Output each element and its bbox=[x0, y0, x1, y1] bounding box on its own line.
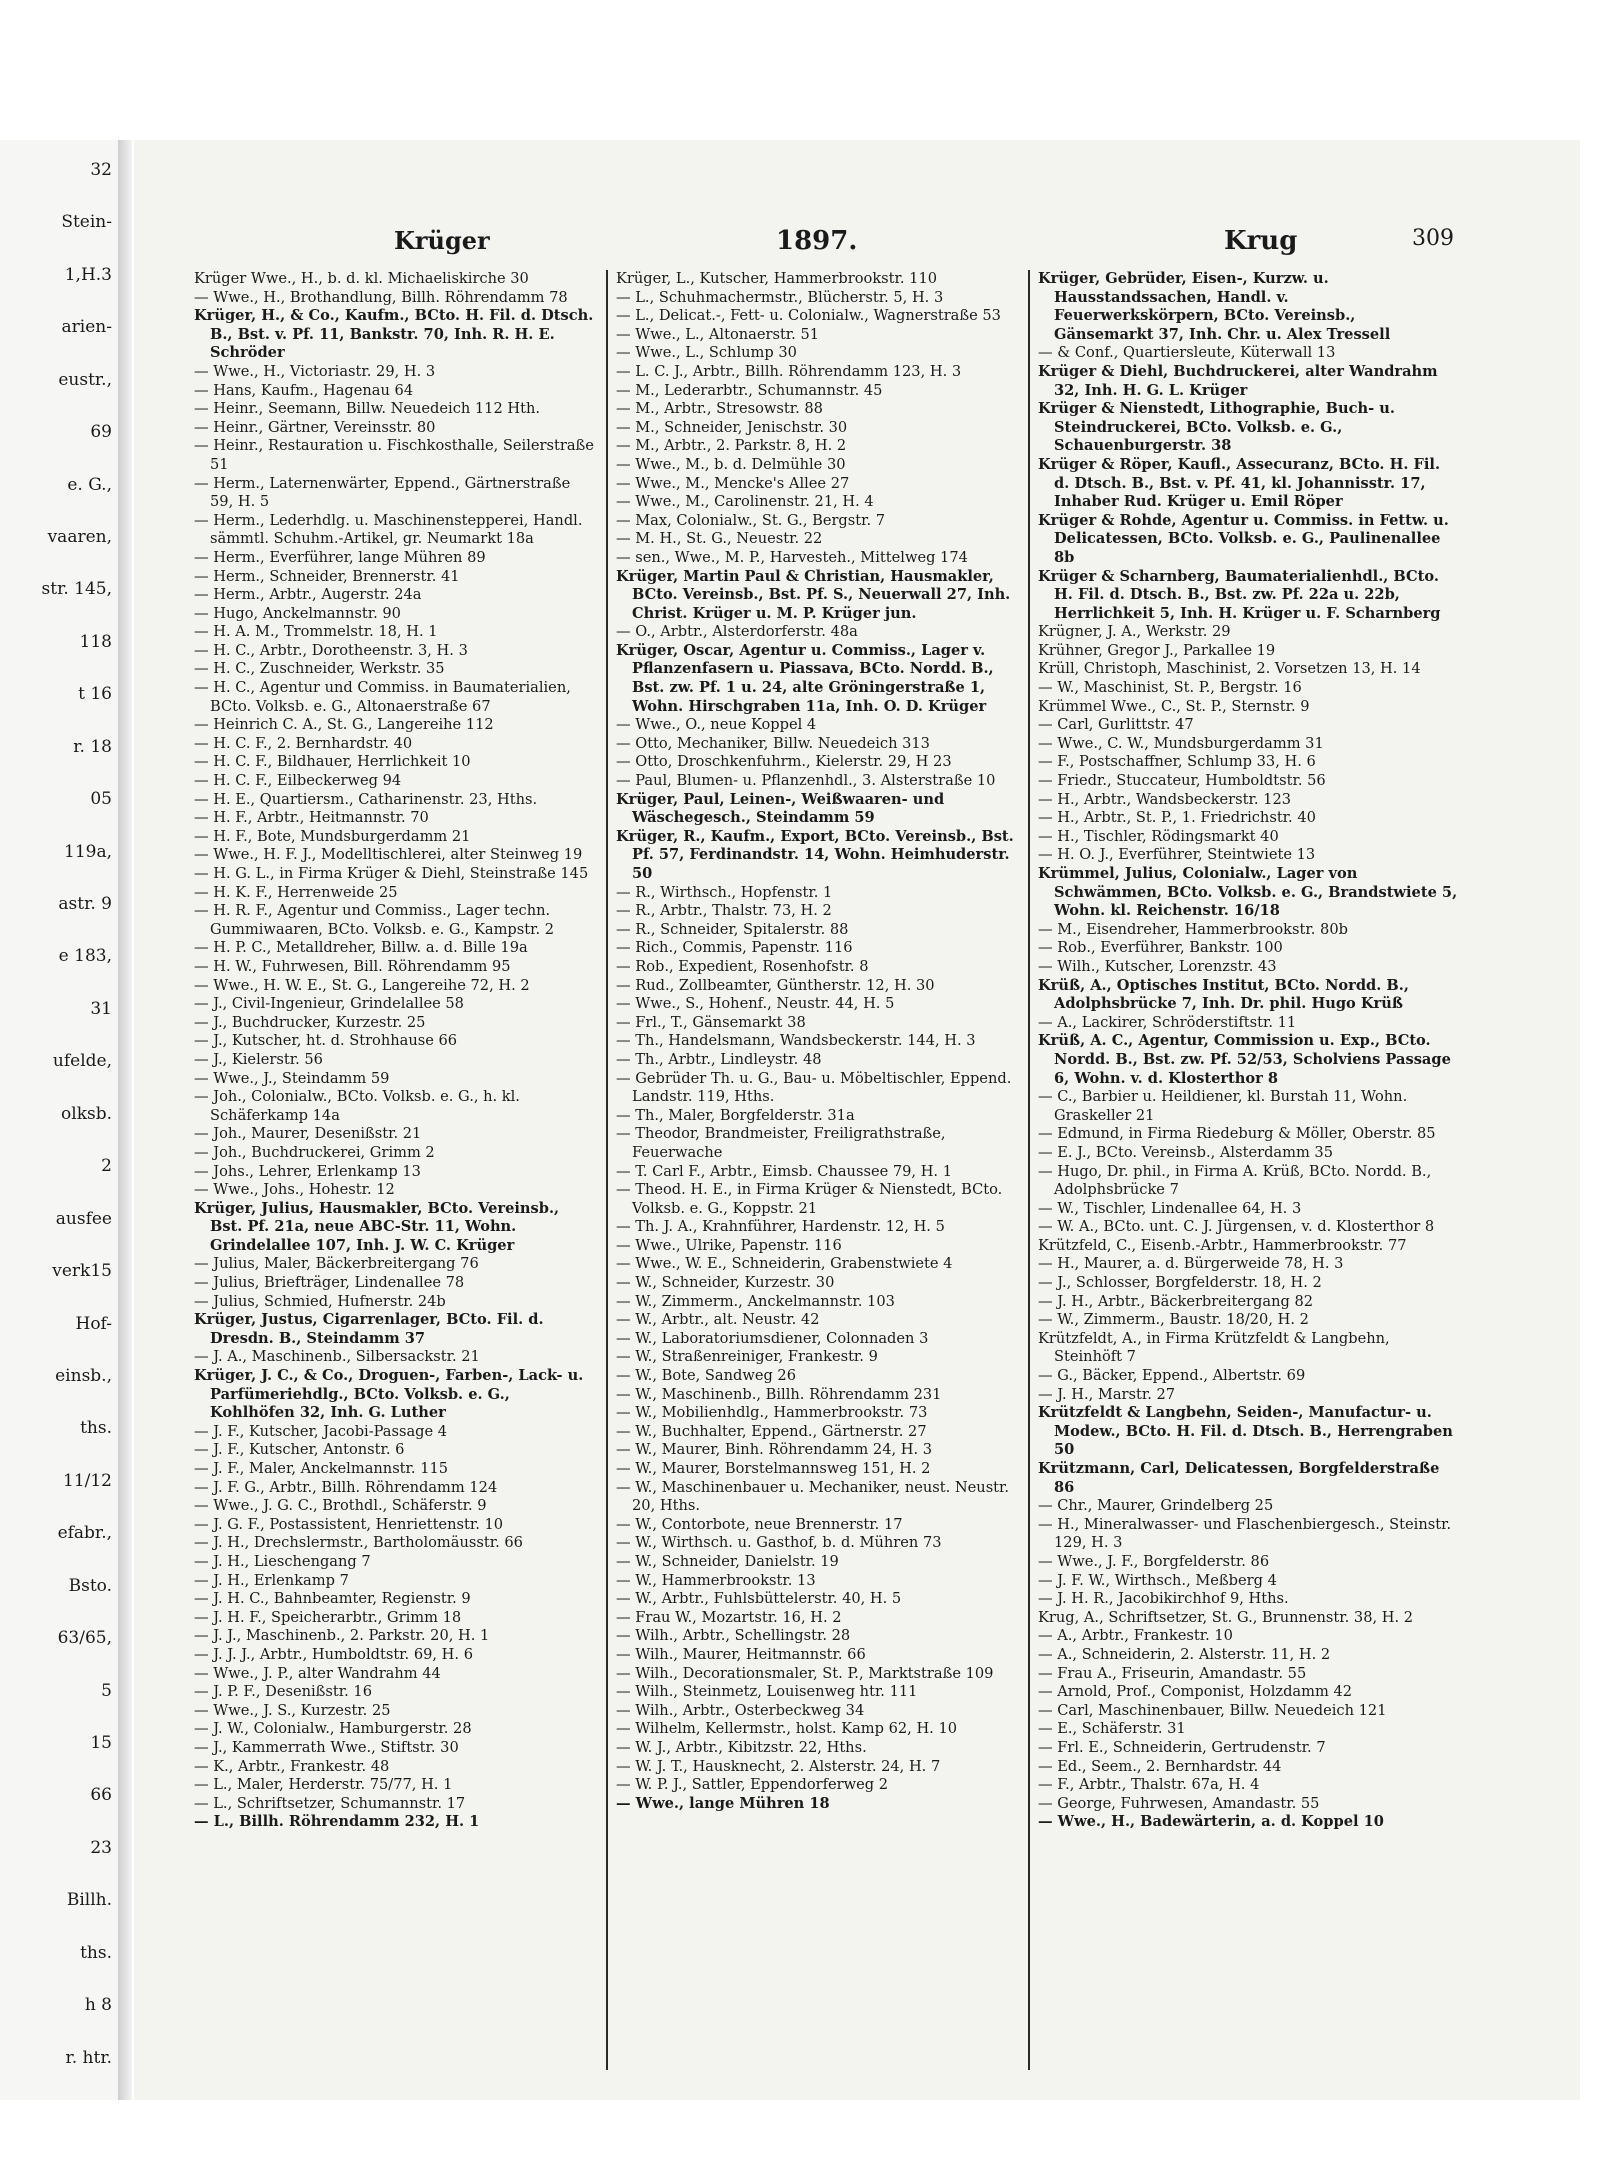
directory-entry: — R., Schneider, Spitalerstr. 88 bbox=[616, 920, 849, 938]
directory-entry: — Heinrich C. A., St. G., Langereihe 112 bbox=[194, 716, 494, 734]
previous-page-fragment: verk15 bbox=[52, 1261, 112, 1282]
directory-entry: — Wwe., J. S., Kurzestr. 25 bbox=[194, 1701, 391, 1719]
directory-entry: — L., Delicat.-, Fett- u. Colonialw., Wagnerstraße 53 bbox=[616, 307, 1001, 325]
header-left-keyword: Krüger bbox=[394, 226, 490, 255]
directory-entry: — K., Arbtr., Frankestr. 48 bbox=[194, 1757, 390, 1775]
directory-entry: — Heinr., Restauration u. Fischkosthalle, Seilerstraße 51 bbox=[194, 437, 594, 473]
directory-page bbox=[134, 140, 1580, 2100]
directory-entry: — J. H., Lieschengang 7 bbox=[194, 1552, 371, 1570]
directory-entry: — W., Arbtr., Fuhlsbüttelerstr. 40, H. 5 bbox=[616, 1590, 902, 1608]
directory-entry: — Herm., Everführer, lange Mühren 89 bbox=[194, 548, 486, 566]
directory-entry: — Frau W., Mozartstr. 16, H. 2 bbox=[616, 1608, 842, 1626]
directory-entry: — W., Maschinist, St. P., Bergstr. 16 bbox=[1038, 679, 1302, 697]
directory-entry: — J. G. F., Postassistent, Henriettenstr. 10 bbox=[194, 1515, 504, 1533]
directory-entry: Krützmann, Carl, Delicatessen, Borgfelderstraße 86 bbox=[1038, 1460, 1440, 1496]
previous-page-fragment: str. 145, bbox=[41, 579, 112, 600]
directory-entry: — W., Schneider, Danielstr. 19 bbox=[616, 1552, 839, 1570]
column-2 bbox=[616, 270, 1016, 2080]
directory-entry: — W., Maurer, Borstelmannsweg 151, H. 2 bbox=[616, 1460, 931, 1477]
directory-entry: — W., Mobilienhdlg., Hammerbrookstr. 73 bbox=[616, 1404, 928, 1422]
previous-page-fragment: 119a, bbox=[64, 841, 112, 862]
directory-entry: — Herm., Lederhdlg. u. Maschinenstepperei, Handl. sämmtl. Schuhm.-Artikel, gr. Neumarkt 18a bbox=[194, 511, 583, 548]
directory-entry: — Wilh., Steinmetz, Louisenweg htr. 111 bbox=[616, 1683, 918, 1701]
directory-entry: — E., Schäferstr. 31 bbox=[1038, 1720, 1186, 1738]
directory-entry: — H. G. L., in Firma Krüger & Diehl, Steinstraße 145 bbox=[194, 865, 589, 882]
directory-entry: Krützfeldt & Langbehn, Seiden-, Manufactur- u. Modew., BCto. H. Fil. d. Dtsch. B., Herrengraben 50 bbox=[1038, 1404, 1453, 1459]
directory-entry: — Wwe., M., b. d. Delmühle 30 bbox=[616, 455, 846, 473]
directory-entry: — C., Barbier u. Heildiener, kl. Burstah 11, Wohn. Graskeller 21 bbox=[1038, 1088, 1408, 1124]
directory-entry: — Wwe., H., Victoriastr. 29, H. 3 bbox=[194, 362, 436, 380]
directory-entry: — H., Arbtr., Wandsbeckerstr. 123 bbox=[1038, 790, 1292, 808]
directory-entry: — H., Maurer, a. d. Bürgerweide 78, H. 3 bbox=[1038, 1255, 1344, 1273]
previous-page-fragment: 31 bbox=[90, 998, 112, 1019]
directory-entry: — W. J., Arbtr., Kibitzstr. 22, Hths. bbox=[616, 1738, 867, 1756]
directory-entry: — W. A., BCto. unt. C. J. Jürgensen, v. d. Klosterthor 8 bbox=[1038, 1218, 1435, 1236]
directory-entry: — Wwe., M., Carolinenstr. 21, H. 4 bbox=[616, 493, 874, 511]
directory-entry: — Wwe., H., Brothandlung, Billh. Röhrendamm 78 bbox=[194, 288, 568, 306]
directory-entry: — M., Arbtr., Stresowstr. 88 bbox=[616, 400, 823, 418]
directory-entry: — Joh., Colonialw., BCto. Volksb. e. G., h. kl. Schäferkamp 14a bbox=[194, 1088, 520, 1124]
directory-entry: — H. F., Bote, Mundsburgerdamm 21 bbox=[194, 827, 471, 845]
directory-entry: Krüß, A., Optisches Institut, BCto. Nordd. B., Adolphsbrücke 7, Inh. Dr. phil. Hugo Krüß bbox=[1038, 976, 1409, 1013]
previous-page-fragment: 1,H.3 bbox=[64, 264, 112, 285]
previous-page-fragment: Bsto. bbox=[68, 1575, 112, 1596]
running-head bbox=[134, 226, 1580, 266]
directory-entry: — J. H., Drechslermstr., Bartholomäusstr. 66 bbox=[194, 1534, 523, 1552]
directory-entry: — W., Maurer, Binh. Röhrendamm 24, H. 3 bbox=[616, 1441, 933, 1459]
directory-entry: — W., Arbtr., alt. Neustr. 42 bbox=[616, 1311, 820, 1329]
directory-entry: Krüger, Gebrüder, Eisen-, Kurzw. u. Hausstandssachen, Handl. v. Feuerwerkskörpern, BCto. Vereinsb., Gänsemarkt 37, Inh. Chr. u. Alex Tressell bbox=[1038, 270, 1391, 343]
directory-entry: — J., Buchdrucker, Kurzestr. 25 bbox=[194, 1013, 426, 1031]
directory-entry: — Rud., Zollbeamter, Güntherstr. 12, H. 30 bbox=[616, 976, 935, 994]
previous-page-fragment: e. G., bbox=[67, 474, 112, 495]
directory-entry: — R., Wirthsch., Hopfenstr. 1 bbox=[616, 883, 833, 901]
previous-page-fragment: 11/12 bbox=[63, 1470, 112, 1491]
directory-entry: — Rob., Expedient, Rosenhofstr. 8 bbox=[616, 957, 869, 975]
directory-entry: — Heinr., Seemann, Billw. Neuedeich 112 Hth. bbox=[194, 400, 541, 418]
directory-entry: — Wwe., J. F., Borgfelderstr. 86 bbox=[1038, 1552, 1270, 1570]
directory-entry: — George, Fuhrwesen, Amandastr. 55 bbox=[1038, 1794, 1320, 1812]
directory-entry: — H. C., Arbtr., Dorotheenstr. 3, H. 3 bbox=[194, 641, 468, 659]
column-rule-1 bbox=[606, 270, 608, 2070]
directory-entry: — M., Eisendreher, Hammerbrookstr. 80b bbox=[1038, 920, 1348, 938]
directory-entry: Krüger, H., & Co., Kaufm., BCto. H. Fil. d. Dtsch. B., Bst. v. Pf. 11, Bankstr. 70, Inh. R. H. E. Schröder bbox=[194, 307, 594, 362]
directory-entry: — Th., Maler, Borgfelderstr. 31a bbox=[616, 1106, 855, 1124]
directory-entry: — H. E., Quartiersm., Catharinenstr. 23, Hths. bbox=[194, 790, 538, 808]
directory-entry: Krüger, Oscar, Agentur u. Commiss., Lager v. Pflanzenfasern u. Piassava, BCto. Nordd. B., Bst. zw. Pf. 1 u. 24, alte Gröningerstraße 1, Wohn. Hirschgraben 11a, Inh. O. D. Krüger bbox=[616, 641, 994, 715]
directory-entry: — E. J., BCto. Vereinsb., Alsterdamm 35 bbox=[1038, 1143, 1333, 1161]
directory-entry: — Wwe., Johs., Hohestr. 12 bbox=[194, 1181, 395, 1199]
directory-entry: — A., Schneiderin, 2. Alsterstr. 11, H. 2 bbox=[1038, 1645, 1331, 1663]
directory-entry: Krüll, Christoph, Maschinist, 2. Vorsetzen 13, H. 14 bbox=[1038, 660, 1421, 678]
directory-entry: — Theod. H. E., in Firma Krüger & Nienstedt, BCto. Volksb. e. G., Koppstr. 21 bbox=[616, 1181, 1003, 1217]
header-right-keyword: Krug bbox=[1224, 226, 1298, 256]
directory-entry: — Wwe., Ulrike, Papenstr. 116 bbox=[616, 1236, 842, 1254]
book-gutter bbox=[118, 140, 132, 2100]
directory-entry: Krümmel, Julius, Colonialw., Lager von Schwämmen, BCto. Volksb. e. G., Brandstwiete 5, Wohn. kl. Reichenstr. 16/18 bbox=[1038, 865, 1458, 920]
directory-entry: — R., Arbtr., Thalstr. 73, H. 2 bbox=[616, 902, 832, 920]
directory-entry: — Paul, Blumen- u. Pflanzenhdl., 3. Alsterstraße 10 bbox=[616, 772, 996, 790]
directory-entry: — Wwe., L., Altonaerstr. 51 bbox=[616, 325, 820, 343]
directory-entry: Krüger & Diehl, Buchdruckerei, alter Wandrahm 32, Inh. H. G. L. Krüger bbox=[1038, 362, 1438, 399]
directory-entry: Krug, A., Schriftsetzer, St. G., Brunnenstr. 38, H. 2 bbox=[1038, 1608, 1414, 1626]
previous-page-fragment: eustr., bbox=[58, 369, 112, 390]
directory-entry: — J., Kammerrath Wwe., Stiftstr. 30 bbox=[194, 1738, 459, 1756]
directory-entry: — M., Lederarbtr., Schumannstr. 45 bbox=[616, 381, 883, 399]
directory-entry: — Wwe., C. W., Mundsburgerdamm 31 bbox=[1038, 734, 1324, 752]
directory-entry: Krützfeld, C., Eisenb.-Arbtr., Hammerbrookstr. 77 bbox=[1038, 1236, 1407, 1254]
directory-entry: — Th., Arbtr., Lindleystr. 48 bbox=[616, 1050, 822, 1068]
directory-entry: — Herm., Laternenwärter, Eppend., Gärtnerstraße 59, H. 5 bbox=[194, 474, 571, 511]
directory-entry: — Wilh., Decorationsmaler, St. P., Marktstraße 109 bbox=[616, 1664, 994, 1682]
directory-entry: — J. F., Kutscher, Jacobi-Passage 4 bbox=[194, 1422, 448, 1440]
previous-page-fragment: einsb., bbox=[55, 1365, 112, 1386]
previous-page-fragment: 23 bbox=[90, 1837, 112, 1858]
directory-entry: — Wwe., J. P., alter Wandrahm 44 bbox=[194, 1664, 441, 1682]
directory-entry: — Wwe., J. G. C., Brothdl., Schäferstr. 9 bbox=[194, 1497, 487, 1515]
directory-entry: — H. C. F., Bildhauer, Herrlichkeit 10 bbox=[194, 753, 471, 771]
directory-entry: — W., Bote, Sandweg 26 bbox=[616, 1367, 797, 1385]
directory-entry: — H. F., Arbtr., Heitmannstr. 70 bbox=[194, 809, 429, 827]
previous-page-fragment: Billh. bbox=[66, 1890, 112, 1911]
previous-page-fragment: 32 bbox=[90, 160, 112, 180]
directory-entry: — H., Arbtr., St. P., 1. Friedrichstr. 40 bbox=[1038, 809, 1316, 827]
directory-entry: — H. K. F., Herrenweide 25 bbox=[194, 883, 398, 901]
directory-entry: — J., Kutscher, ht. d. Strohhause 66 bbox=[194, 1032, 458, 1050]
directory-entry: — W., Tischler, Lindenallee 64, H. 3 bbox=[1038, 1199, 1302, 1217]
previous-page-fragment: Hof- bbox=[75, 1313, 112, 1334]
directory-entry: — Edmund, in Firma Riedeburg & Möller, Oberstr. 85 bbox=[1038, 1125, 1436, 1143]
directory-entry: — Frau A., Friseurin, Amandastr. 55 bbox=[1038, 1664, 1307, 1682]
directory-entry: — Frl., T., Gänsemarkt 38 bbox=[616, 1013, 806, 1031]
directory-entry: — A., Lackirer, Schröderstiftstr. 11 bbox=[1038, 1013, 1297, 1031]
directory-entry: Krüger & Rohde, Agentur u. Commiss. in Fettw. u. Delicatessen, BCto. Volksb. e. G., Paulinenallee 8b bbox=[1038, 511, 1449, 566]
directory-entry: — Carl, Maschinenbauer, Billw. Neuedeich 121 bbox=[1038, 1701, 1387, 1719]
directory-entry: — W., Buchhalter, Eppend., Gärtnerstr. 27 bbox=[616, 1422, 927, 1440]
directory-entry: — W., Straßenreiniger, Frankestr. 9 bbox=[616, 1348, 878, 1366]
directory-entry: — Max, Colonialw., St. G., Bergstr. 7 bbox=[616, 511, 886, 529]
previous-page-edge bbox=[0, 140, 120, 2100]
previous-page-fragment: 118 bbox=[79, 631, 112, 652]
directory-entry: — J. P. F., Desenißstr. 16 bbox=[194, 1683, 372, 1701]
directory-entry: — W., Wirthsch. u. Gasthof, b. d. Mühren 73 bbox=[616, 1534, 942, 1552]
previous-page-fragment: 2 bbox=[101, 1156, 112, 1177]
previous-page-fragment: 63/65, bbox=[57, 1628, 112, 1649]
column-1 bbox=[194, 270, 594, 2080]
directory-entry: Krügner, J. A., Werkstr. 29 bbox=[1038, 623, 1231, 641]
directory-entry: Krüger, Martin Paul & Christian, Hausmakler, BCto. Vereinsb., Bst. Pf. S., Neuerwall 27, Inh. Christ. Krüger u. M. P. Krüger jun. bbox=[616, 567, 1011, 622]
previous-page-fragment: r. htr. bbox=[65, 2047, 112, 2068]
directory-entry: — A., Arbtr., Frankestr. 10 bbox=[1038, 1627, 1233, 1645]
previous-page-fragment: 69 bbox=[90, 422, 112, 443]
directory-entry: — J. J. J., Arbtr., Humboldtstr. 69, H. 6 bbox=[194, 1645, 473, 1663]
directory-entry: — W., Zimmerm., Anckelmannstr. 103 bbox=[616, 1292, 895, 1310]
directory-entry: Krüger, Paul, Leinen-, Weißwaaren- und Wäschegesch., Steindamm 59 bbox=[616, 790, 945, 827]
directory-entry: — W., Hammerbrookstr. 13 bbox=[616, 1571, 816, 1589]
previous-page-fragment: 5 bbox=[101, 1680, 112, 1701]
directory-entry: — J. F. G., Arbtr., Billh. Röhrendamm 124 bbox=[194, 1478, 498, 1496]
directory-entry: — J. H. R., Jacobikirchhof 9, Hths. bbox=[1038, 1590, 1289, 1608]
previous-page-fragment: t 16 bbox=[78, 684, 112, 705]
directory-entry: — Friedr., Stuccateur, Humboldtstr. 56 bbox=[1038, 772, 1326, 790]
directory-entry: — Wwe., H. W. E., St. G., Langereihe 72, H. 2 bbox=[194, 976, 530, 994]
previous-page-fragment: astr. 9 bbox=[58, 894, 112, 915]
directory-entry: — Theodor, Brandmeister, Freiligrathstraße, Feuerwache bbox=[616, 1125, 946, 1161]
directory-entry: — H. W., Fuhrwesen, Bill. Röhrendamm 95 bbox=[194, 957, 511, 975]
directory-entry: Krüger, J. C., & Co., Droguen-, Farben-, Lack- u. Parfümeriehdlg., BCto. Volksb. e. G., Kohlhöfen 32, Inh. G. Luther bbox=[194, 1367, 584, 1422]
directory-entry: — H., Tischler, Rödingsmarkt 40 bbox=[1038, 827, 1279, 845]
directory-entry: — Hugo, Anckelmannstr. 90 bbox=[194, 604, 401, 622]
directory-entry: — Wwe., H., Badewärterin, a. d. Koppel 10 bbox=[1038, 1813, 1384, 1831]
directory-entry: — Wwe., W. E., Schneiderin, Grabenstwiete 4 bbox=[616, 1255, 953, 1273]
directory-entry: — Wwe., H. F. J., Modelltischlerei, alter Steinweg 19 bbox=[194, 846, 583, 864]
directory-entry: — L. C. J., Arbtr., Billh. Röhrendamm 123, H. 3 bbox=[616, 362, 962, 380]
directory-entry: Krützfeldt, A., in Firma Krützfeldt & Langbehn, Steinhöft 7 bbox=[1038, 1329, 1390, 1366]
directory-entry: — Wwe., lange Mühren 18 bbox=[616, 1794, 830, 1812]
directory-entry: — Herm., Schneider, Brennerstr. 41 bbox=[194, 567, 460, 585]
directory-entry: Krüger, R., Kaufm., Export, BCto. Vereinsb., Bst. Pf. 57, Ferdinandstr. 14, Wohn. Heimhuderstr. 50 bbox=[616, 827, 1014, 882]
directory-entry: — Wwe., S., Hohenf., Neustr. 44, H. 5 bbox=[616, 995, 895, 1013]
directory-entry: Krümmel Wwe., C., St. P., Sternstr. 9 bbox=[1038, 697, 1310, 715]
directory-entry: — Rich., Commis, Papenstr. 116 bbox=[616, 939, 853, 957]
column-3 bbox=[1038, 270, 1458, 2080]
previous-page-fragment: olksb. bbox=[61, 1103, 112, 1124]
previous-page-fragment: Stein- bbox=[61, 212, 112, 233]
directory-entry: — L., Billh. Röhrendamm 232, H. 1 bbox=[194, 1813, 480, 1831]
directory-entry: Krüger & Scharnberg, Baumaterialienhdl., BCto. H. Fil. d. Dtsch. B., Bst. zw. Pf. 22a u. 22b, Herrlichkeit 5, Inh. H. Krüger u. F. Scharnberg bbox=[1038, 567, 1441, 622]
directory-entry: — M. H., St. G., Neuestr. 22 bbox=[616, 530, 823, 548]
directory-entry: — Wilh., Maurer, Heitmannstr. 66 bbox=[616, 1645, 866, 1663]
directory-entry: — H. R. F., Agentur und Commiss., Lager techn. Gummiwaaren, BCto. Volksb. e. G., Kampstr. 2 bbox=[194, 902, 555, 938]
previous-page-fragment: ths. bbox=[80, 1942, 112, 1963]
directory-entry: — Wilh., Arbtr., Schellingstr. 28 bbox=[616, 1627, 851, 1645]
directory-entry: — Hugo, Dr. phil., in Firma A. Krüß, BCto. Nordd. B., Adolphsbrücke 7 bbox=[1038, 1162, 1432, 1199]
directory-entry: — H. P. C., Metalldreher, Billw. a. d. Bille 19a bbox=[194, 939, 528, 957]
previous-page-fragment: ufelde, bbox=[52, 1051, 112, 1072]
directory-entry: — H. A. M., Trommelstr. 18, H. 1 bbox=[194, 623, 438, 641]
directory-entry: — J. F., Maler, Anckelmannstr. 115 bbox=[194, 1460, 449, 1477]
directory-entry: — Wilhelm, Kellermstr., holst. Kamp 62, H. 10 bbox=[616, 1720, 958, 1738]
previous-page-fragment: 66 bbox=[90, 1785, 112, 1806]
directory-entry: — Otto, Droschkenfuhrm., Kielerstr. 29, H 23 bbox=[616, 753, 952, 771]
header-year: 1897. bbox=[776, 226, 858, 256]
directory-entry: — Frl. E., Schneiderin, Gertrudenstr. 7 bbox=[1038, 1738, 1326, 1756]
directory-entry: — Wwe., M., Mencke's Allee 27 bbox=[616, 474, 850, 492]
previous-page-fragment: ths. bbox=[80, 1418, 112, 1439]
directory-entry: — T. Carl F., Arbtr., Eimsb. Chaussee 79, H. 1 bbox=[616, 1162, 952, 1180]
directory-entry: — W., Schneider, Kurzestr. 30 bbox=[616, 1274, 835, 1292]
directory-entry: — L., Schuhmachermstr., Blücherstr. 5, H. 3 bbox=[616, 288, 944, 306]
directory-entry: — H. O. J., Everführer, Steintwiete 13 bbox=[1038, 846, 1316, 864]
directory-entry: — W., Laboratoriumsdiener, Colonnaden 3 bbox=[616, 1329, 929, 1347]
directory-entry: — J., Kielerstr. 56 bbox=[194, 1050, 323, 1068]
directory-entry: — H. C. F., Eilbeckerweg 94 bbox=[194, 772, 402, 790]
directory-entry: — Wwe., J., Steindamm 59 bbox=[194, 1069, 390, 1087]
directory-entry: Krüger, L., Kutscher, Hammerbrookstr. 110 bbox=[616, 270, 938, 287]
directory-entry: — J. H. F., Speicherarbtr., Grimm 18 bbox=[194, 1608, 462, 1626]
directory-entry: — Wilh., Arbtr., Osterbeckweg 34 bbox=[616, 1701, 865, 1719]
previous-page-fragment: efabr., bbox=[57, 1523, 112, 1544]
directory-entry: — F., Postschaffner, Schlump 33, H. 6 bbox=[1038, 753, 1316, 771]
directory-entry: — Gebrüder Th. u. G., Bau- u. Möbeltischler, Eppend. Landstr. 119, Hths. bbox=[616, 1069, 1012, 1106]
directory-entry: — Heinr., Gärtner, Vereinsstr. 80 bbox=[194, 418, 436, 436]
directory-entry: — W., Zimmerm., Baustr. 18/20, H. 2 bbox=[1038, 1311, 1309, 1329]
column-rule-2 bbox=[1028, 270, 1030, 2070]
directory-entry: Krüger, Justus, Cigarrenlager, BCto. Fil. d. Dresdn. B., Steindamm 37 bbox=[194, 1311, 544, 1347]
directory-entry: — Carl, Gurlittstr. 47 bbox=[1038, 716, 1194, 734]
directory-entry: — H. C., Zuschneider, Werkstr. 35 bbox=[194, 660, 445, 678]
directory-entry: — Julius, Maler, Bäckerbreitergang 76 bbox=[194, 1255, 479, 1273]
directory-entry: — J. F. W., Wirthsch., Meßberg 4 bbox=[1038, 1571, 1277, 1589]
directory-entry: — Arnold, Prof., Componist, Holzdamm 42 bbox=[1038, 1683, 1353, 1701]
previous-page-fragment: vaaren, bbox=[47, 527, 112, 548]
directory-entry: — W., Contorbote, neue Brennerstr. 17 bbox=[616, 1515, 903, 1533]
directory-entry: Krüß, A. C., Agentur, Commission u. Exp., BCto. Nordd. B., Bst. zw. Pf. 52/53, Scholviens Passage 6, Wohn. v. d. Klosterthor 8 bbox=[1038, 1032, 1451, 1087]
directory-entry: — Joh., Buchdruckerei, Grimm 2 bbox=[194, 1143, 435, 1161]
directory-entry: — J. W., Colonialw., Hamburgerstr. 28 bbox=[194, 1720, 472, 1738]
directory-entry: — J., Schlosser, Borgfelderstr. 18, H. 2 bbox=[1038, 1274, 1322, 1292]
directory-entry: — J. H., Erlenkamp 7 bbox=[194, 1571, 349, 1589]
previous-page-fragment: arien- bbox=[61, 317, 112, 338]
directory-entry: — J. H. C., Bahnbeamter, Regienstr. 9 bbox=[194, 1590, 471, 1608]
previous-page-fragment: ausfee bbox=[55, 1208, 112, 1229]
previous-page-fragment: h 8 bbox=[84, 1995, 112, 2016]
directory-entry: — L., Maler, Herderstr. 75/77, H. 1 bbox=[194, 1776, 453, 1794]
directory-entry: — G., Bäcker, Eppend., Albertstr. 69 bbox=[1038, 1367, 1306, 1385]
directory-entry: — M., Arbtr., 2. Parkstr. 8, H. 2 bbox=[616, 437, 847, 455]
directory-entry: — sen., Wwe., M. P., Harvesteh., Mittelweg 174 bbox=[616, 548, 968, 566]
directory-entry: — Herm., Arbtr., Augerstr. 24a bbox=[194, 586, 422, 604]
page-number: 309 bbox=[1412, 226, 1454, 251]
directory-entry: — W., Maschinenb., Billh. Röhrendamm 231 bbox=[616, 1385, 942, 1403]
directory-entry: — F., Arbtr., Thalstr. 67a, H. 4 bbox=[1038, 1776, 1260, 1794]
directory-entry: Krüger, Julius, Hausmakler, BCto. Vereinsb., Bst. Pf. 21a, neue ABC-Str. 11, Wohn. Grindelallee 107, Inh. J. W. C. Krüger bbox=[194, 1199, 560, 1254]
directory-entry: Krüger & Nienstedt, Lithographie, Buch- u. Steindruckerei, BCto. Volksb. e. G., Schauenburgerstr. 38 bbox=[1038, 400, 1395, 455]
directory-entry: — Rob., Everführer, Bankstr. 100 bbox=[1038, 939, 1283, 957]
directory-entry: — J. A., Maschinenb., Silbersackstr. 21 bbox=[194, 1348, 480, 1366]
directory-entry: — Wwe., L., Schlump 30 bbox=[616, 344, 797, 362]
directory-entry: — W. P. J., Sattler, Eppendorferweg 2 bbox=[616, 1776, 888, 1794]
directory-entry: — J. J., Maschinenb., 2. Parkstr. 20, H. 1 bbox=[194, 1627, 490, 1645]
directory-entry: — H., Mineralwasser- und Flaschenbiergesch., Steinstr. 129, H. 3 bbox=[1038, 1515, 1452, 1552]
directory-entry: Krüger & Röper, Kaufl., Assecuranz, BCto. H. Fil. d. Dtsch. B., Bst. v. Pf. 41, kl. Johannisstr. 17, Inhaber Rud. Krüger u. Emil Röper bbox=[1038, 455, 1441, 511]
directory-entry: — Th., Handelsmann, Wandsbeckerstr. 144, H. 3 bbox=[616, 1032, 976, 1050]
directory-entry: — J. H., Arbtr., Bäckerbreitergang 82 bbox=[1038, 1292, 1314, 1310]
directory-entry: — Otto, Mechaniker, Billw. Neuedeich 313 bbox=[616, 734, 930, 752]
directory-entry: — J. H., Marstr. 27 bbox=[1038, 1385, 1176, 1403]
directory-entry: — O., Arbtr., Alsterdorferstr. 48a bbox=[616, 623, 858, 641]
directory-entry: — M., Schneider, Jenischstr. 30 bbox=[616, 418, 848, 436]
directory-entry: — J., Civil-Ingenieur, Grindelallee 58 bbox=[194, 995, 464, 1013]
directory-entry: — W. J. T., Hausknecht, 2. Alsterstr. 24, H. 7 bbox=[616, 1757, 941, 1775]
directory-entry: — Th. J. A., Krahnführer, Hardenstr. 12, H. 5 bbox=[616, 1218, 945, 1236]
directory-entry: Krüger Wwe., H., b. d. kl. Michaeliskirche 30 bbox=[194, 270, 529, 287]
directory-entry: — J. F., Kutscher, Antonstr. 6 bbox=[194, 1441, 405, 1459]
directory-entry: — Julius, Briefträger, Lindenallee 78 bbox=[194, 1274, 465, 1292]
previous-page-fragment: 15 bbox=[90, 1732, 112, 1753]
directory-entry: — Julius, Schmied, Hufnerstr. 24b bbox=[194, 1292, 446, 1310]
directory-entry: — Ed., Seem., 2. Bernhardstr. 44 bbox=[1038, 1757, 1282, 1775]
directory-entry: — L., Schriftsetzer, Schumannstr. 17 bbox=[194, 1794, 466, 1812]
directory-entry: Krühner, Gregor J., Parkallee 19 bbox=[1038, 641, 1276, 659]
directory-entry: — Johs., Lehrer, Erlenkamp 13 bbox=[194, 1162, 421, 1180]
previous-page-fragment: r. 18 bbox=[73, 736, 112, 757]
directory-entry: — Joh., Maurer, Desenißstr. 21 bbox=[194, 1125, 422, 1143]
directory-entry: — Hans, Kaufm., Hagenau 64 bbox=[194, 381, 414, 399]
directory-entry: — H. C., Agentur und Commiss. in Baumaterialien, BCto. Volksb. e. G., Altonaerstraße 67 bbox=[194, 679, 571, 715]
previous-page-fragment: 05 bbox=[90, 789, 112, 810]
directory-entry: — Wilh., Kutscher, Lorenzstr. 43 bbox=[1038, 957, 1277, 975]
directory-entry: — H. C. F., 2. Bernhardstr. 40 bbox=[194, 734, 413, 752]
directory-entry: — & Conf., Quartiersleute, Küterwall 13 bbox=[1038, 344, 1336, 362]
previous-page-fragment: e 183, bbox=[58, 946, 112, 967]
directory-entry: — W., Maschinenbauer u. Mechaniker, neust. Neustr. 20, Hths. bbox=[616, 1478, 1010, 1515]
directory-entry: — Wwe., O., neue Koppel 4 bbox=[616, 716, 817, 734]
directory-entry: — Chr., Maurer, Grindelberg 25 bbox=[1038, 1497, 1274, 1515]
